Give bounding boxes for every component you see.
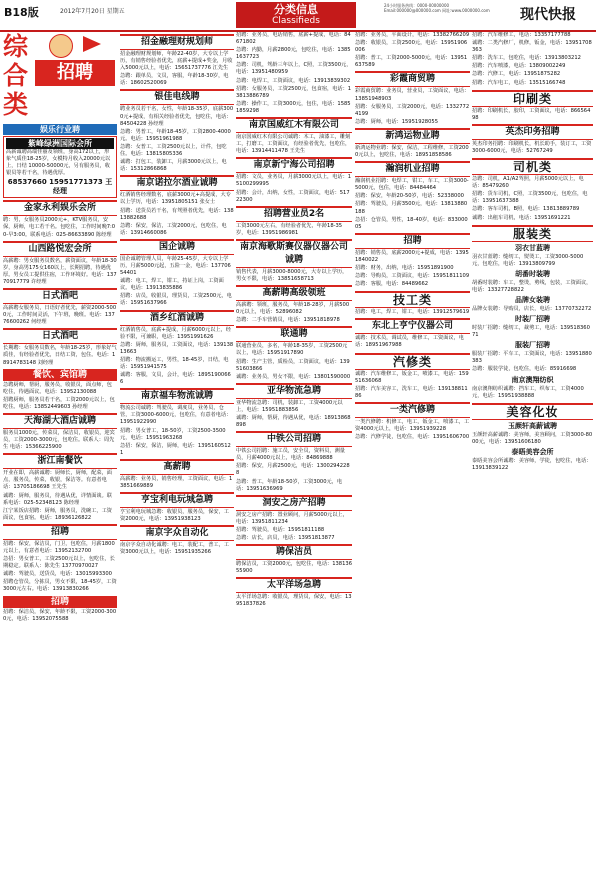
ad-text: 红酒销售员，底薪+提成，月薪6000元以上，经验不限，可兼职，电话：13951991626 (120, 326, 231, 340)
ad-text: 招聘：保洁员，保安，年龄不限，工资2000-3000元，电话：13952075588 (3, 608, 117, 622)
ad-text: 高薪聘：男女服务员数名，薪资面议，年龄18-30岁，身高男175女160以上，长期招聘，待遇优厚。男女员工提供住宿，工作环境好。电话：13770917779 许经理 (3, 257, 117, 285)
ad-business-name: 太平洋场急聘 (236, 577, 352, 593)
ad-text: 诚聘：客服，文员，会计，电话：18951900666 (120, 372, 231, 386)
ad-text: 诚聘：厨师，服务员，待遇从优，详情面谈。联系电话：025-52348123 陈经理 (3, 492, 112, 506)
ad-business-name: 南京字众自动化 (120, 525, 234, 541)
ad-text: 玉颜轩高薪诚聘：美容师，美容顾问，工资3000-8000元，电话：13951606180 (472, 431, 593, 445)
ad-text: 一类汽修聘：机修工，电工，钣金工，喷漆工，工资4000元以上，电话：13951939228 (355, 418, 470, 432)
ad-text: 联通营业员，多名，年龄18-35岁，工资2500元以上，电话：15951917890 (236, 343, 348, 357)
ad-text: 聘保洁员，工资2000元，包吃住，电话：13813655900 (236, 561, 352, 575)
ad-text: 急聘：厨师，电话：15951928055 (355, 118, 438, 125)
ad-text: 红酒销售经理数名，底薪3000元+高提成，大专以上学历，电话：13951805151 张女士 (120, 192, 231, 206)
ad-text: 胡番时装聘：车工，整烫，剪线，包装，工资面议，电话：13327728822 (472, 279, 592, 293)
ad-business-name: 南京福车物流诚聘 (120, 388, 234, 404)
ad-text: 羽衣甘蓝聘：缝纫工，熨烫工，工资3000-5000元，包吃住，电话：13913809799 (472, 253, 584, 267)
ad-business-name: 东北上亨宁仪器公司 (355, 318, 470, 334)
ad-text: 招聘：财务，出纳，电话：15951891900 (355, 264, 454, 271)
ad-text: 诚聘：出租车司机，电话：13951691221 (472, 214, 571, 221)
ad-text: 中铁公司招聘：施工员，安全员，资料员，测量员，月薪4000元以上，电话：84869888 (236, 448, 345, 462)
ad-text: 亨宝利电玩城急聘：收银员，服务员，保安，工资2000元，电话：13951938123 (120, 509, 229, 523)
section-banner (236, 2, 356, 28)
ad-text: 急聘：客服，电话：84489662 (355, 281, 429, 288)
category-banner-zonghe (3, 32, 117, 122)
ad-text: 品牌女装聘：导购员，店长，电话：13770732272 (472, 305, 592, 312)
ad-text: 急聘：男普工，年龄18-45岁，工资2800-4000元。电话：15951961988 (120, 128, 231, 142)
ad-business-name: 紫峰绿洲国际会所 (6, 138, 114, 149)
column-2 (120, 32, 234, 888)
ad-text: 招聘：店员，收银员，理货员，工资2500元，电话：15951637966 (120, 293, 232, 307)
ad-text: 急聘：汽修工，电话：13951875282 (472, 71, 561, 78)
ad-text: 高薪聘：领班，服务员，年龄18-28岁，月薪5000元以上，电话：52896082 (236, 302, 350, 316)
ad-business-name: 玉颜轩高薪诚聘 (508, 421, 557, 430)
column-3 (236, 32, 352, 888)
ad-text: 泰晤美容会所诚聘：美容师，学徒，包吃住，电话：13913839122 (472, 457, 592, 471)
ad-text: 高薪聘女服务员，日语好者优先，薪资2000-5000元，工作时间灵活，下午班，晚班。电话：13776600262 何经理 (3, 305, 117, 326)
ad-text: 急聘：司机，A1/A2驾照，月薪5000元以上，电话：85479260 (472, 176, 584, 190)
ad-text: 招聘：印刷机长，胶印，工资面议，电话：86656498 (472, 107, 591, 121)
ad-text: 招聘：驾驶员，月薪3500元，电话：13813880188 (355, 201, 468, 215)
ad-text: 招聘：销售员，底薪2000元+提成，电话：13951840022 (355, 249, 469, 263)
ad-text: 招聘：男女普工，18-50岁，工资2500-3500元，电话：15951963268 (120, 427, 226, 441)
ad-text: 招聘：业务员，平面设计，电话：13382766209 (355, 32, 470, 38)
ad-text: 招聘仓管员，分拣员，男女不限，18-45岁，工资3000元左右。电话：13913830266 (3, 579, 117, 593)
ad-text: 招聘：洗车工，包吃住，电话：13913803212 (472, 55, 581, 62)
category-title: 印刷类 (472, 90, 593, 107)
ad-text: 急聘：保安，保洁，工资2000元，包吃住，电话：13914660086 (120, 222, 227, 236)
ad-business-name: 联通聘 (236, 326, 352, 342)
ad-text: 高薪聘：业务员，销售经理，工资面议，电话：13851669889 (120, 475, 233, 490)
ad-business-name: 招聘 (355, 233, 470, 249)
ad-text: 招聘：女服务员，工资2500元，包食宿，电话：13813886789 (236, 85, 352, 99)
ad-text: 招聘：汽车维修工，电话：13357177788 (472, 32, 571, 38)
ad-text: 诚聘：驾驶员，送货员，电话：13015993300 (3, 571, 112, 578)
ad-business-name: 洞安之房产招聘 (236, 495, 352, 511)
ad-text: 太平洋场急聘：收银员，理货员，保安，电话：13951837826 (236, 594, 352, 608)
ad-business-name: 彩霞商贸聘 (355, 71, 470, 87)
ad-business-name: 亨宝利电玩城急聘 (120, 492, 234, 508)
page-number: B18版 (4, 6, 39, 19)
category-title: 餐饮、宾馆聘 (3, 369, 117, 381)
ad-business-name: 服装厂招聘 (515, 341, 550, 350)
ad-text: 服务员1000元，传菜员，保洁员，收银员，迎宾员，工资2000-3000元，包吃住。联系人：周先生 电话：15366225900 (3, 429, 115, 451)
ad-text: 聘业务员若干名，女性，年龄18-35岁，底薪3000元+提成，有相关经验者优先，包吃住，电话：84504228 孙经理 (120, 106, 234, 127)
ad-business-name: 英杰印务招聘 (472, 124, 593, 140)
category-title: 服装类 (472, 225, 593, 242)
ad-text: 急聘：操作工，工资3000元，包住，电话：15851859298 (236, 100, 351, 114)
ad-business-name: 南京诺拉尔酒业诚聘 (120, 175, 234, 191)
ad-business-name: 银佳电线聘 (120, 89, 234, 105)
ad-text: 洞安之房产招聘：置业顾问，月薪5000元以上，电话：13951811234 (236, 511, 348, 525)
recruit-banner: 招聘 (35, 60, 115, 86)
ad-text: 彩霞商贸聘：业务员，营业员，工资面议，电话：13851948903 (355, 88, 470, 102)
ad-text: 聘：男，女服务员2000元+，KTV服务员，安保，厨师，电工若干名。包吃住，工作时间晚7:00-早3:00。联系电话：025-86633890 陈经理 (3, 217, 116, 238)
ad-text: 招聘：汽车喷漆，电话：13809002249 (472, 63, 566, 70)
ad-text: 瀚润机业招聘：电焊工，钳工，车工，工资3000-5000元，包住，电话：84484464 (355, 178, 469, 192)
ad-business-name: 酒乡红酒诚聘 (120, 310, 234, 326)
ad-text: 亚华物流急聘：司机，装卸工，工资4000元以上，电话：15951883856 (236, 399, 343, 413)
ad-text: 诚聘：二类汽修厂，机修，钣金，电话：13951708363 (472, 40, 592, 54)
mascot-icon (49, 34, 73, 58)
ad-text: 诚聘：厨师，帮厨，待遇从优，电话：18913868898 (236, 415, 351, 429)
ad-business-name: 南京国威红木有限公司 (236, 117, 352, 133)
category-title: 招聘 (3, 596, 117, 608)
ad-business-name: 泰晤美容会所 (511, 447, 554, 456)
ad-business-name: 亚华物流急聘 (236, 383, 352, 399)
ad-text: 物流公司诚聘：驾驶员，调度员，业务员，仓管，工资3000-6000元，包吃住，有意者电话：13951922990 (120, 405, 232, 426)
ad-business-name: 金家永利娱乐会所 (3, 200, 117, 216)
featured-ad (3, 136, 117, 198)
ad-text: 招聘：保安，年龄20-50岁，电话：52338000 (355, 193, 464, 200)
ad-text: 招金融理财规划师，年龄22-40岁，大专以上学历，有销售经验者优先，底薪+提成+奖金，月收入5000元以上，电话：15651737776 江先生 (120, 51, 233, 72)
ad-text: 南京国威红木有限公司诚聘：木工，油漆工，雕刻工，打磨工，工资面议，有经验者优先，包吃住，电话：13914411478 王先生 (236, 134, 351, 155)
ad-text: 招聘：驾驶员，电话：15951811188 (236, 526, 325, 533)
ad-text: 急招：男女普工，工资2500元以上，包吃住，长期稳定。联系人：陈先生 13770970027 (3, 556, 115, 570)
ad-text: 招聘：文员，业务员，月薪3000元以上，电话：15100299995 (236, 174, 352, 188)
ad-business-name: 国企诚聘 (120, 239, 234, 255)
ad-business-name: 日式酒吧 (3, 328, 117, 344)
subcategory-title: 娱乐行业聘 (3, 124, 117, 135)
column-5 (472, 32, 593, 888)
ad-text: 招聘：保安，月薪2500元，电话：13002942288 (236, 463, 350, 477)
ad-text: 急聘：跟单员，文员，客服，年龄18-30岁，电话：18602520069 (120, 73, 229, 87)
ad-text: 招聘：保安，保洁员，门卫，包吃住，月薪1800元以上，有意者电话：13952132700 (3, 540, 115, 554)
page-header (0, 0, 596, 32)
ad-business-name: 浙江南餐饮 (3, 453, 117, 469)
ad-business-name: 日式酒吧 (3, 288, 117, 304)
ad-text: 招聘：生产主管，质检员，工资面议，电话：13951603866 (236, 358, 350, 372)
ad-text: 招聘：会计，出纳，女性，工资面议，电话：51722300 (236, 189, 350, 203)
ad-business-name: 时装厂招聘 (515, 315, 550, 324)
ad-text: 国企诚聘管理人员，年龄25-45岁，大专以上学历，月薪5000元起，五险一金，电话：13770654401 (120, 255, 231, 277)
ad-text: 急聘：司机，驾龄三年以上，C照，工资3500元，电话：13951480959 (236, 62, 352, 76)
ad-business-name: 品牌女装聘 (515, 295, 550, 304)
ad-text: 长期聘：女服务员数名，年龄18-25岁，形象好气质佳，有经验者优先，日结工资，包住。电话：18914783148 刘经理 (3, 345, 117, 366)
ad-text: 新鸿运物业聘：保安，保洁，工程维修，工资2000元以上，包吃住，电话：18951858586 (355, 144, 469, 159)
ad-business-name: 瀚润机业招聘 (355, 161, 470, 177)
hotline-info: 24小时服务热线：0000-00000000 Email:000000@000000.com 网址:www.0000000.com (384, 3, 490, 13)
ad-text: 招聘：送货员若干名，有驾照者优先，电话：13813882688 (120, 207, 234, 221)
ad-text: 招聘：汽车美容工，洗车工，电话：13913881186 (355, 385, 468, 399)
ad-text: 急招：仓管员，男性，18-40岁，电话：83300005 (355, 216, 468, 230)
ad-text: 诚聘：电工，焊工，钳工，持证上岗，工资面议。电话：13913835886 (120, 278, 224, 292)
ad-phone: 68537660 15951771373 王经理 (7, 178, 113, 196)
ad-text: 招聘：物流搬运工，男性，18-45岁，日结，电话：15951941575 (120, 356, 229, 370)
ad-text: 诚聘：汽车维修工，钣金工，喷漆工，电话：15951636068 (355, 370, 469, 384)
ad-text: 急聘：店长，店员，电话：13951813877 (236, 535, 335, 542)
ad-text: 诚聘：业务员，男女不限，电话：13801590000 (236, 373, 351, 380)
column-4 (355, 32, 470, 888)
category-title: 美容化妆 (472, 403, 593, 420)
ad-text: 急聘：汽修学徒，包吃住，电话：13951606700 (355, 434, 470, 441)
ad-text: 招聘：女服务员，工资2000元，电话：13327724199 (355, 103, 470, 117)
ad-business-name: 高薪聘 (120, 459, 234, 475)
ad-text: 南京澳翔纺织诚聘：挡车工，织布工，工资4000元，电话：15951938888 (472, 385, 584, 399)
category-title: 技工类 (355, 291, 470, 308)
ad-text: 急聘：女普工，工资2500元以上，计件，包吃住。电话：13815805336 (120, 143, 227, 158)
ad-business-name: 南京澳翔纺织 (511, 375, 554, 384)
ad-business-name: 招聘营业员2名 (236, 206, 352, 222)
ad-business-name: 南京新宁海公司招聘 (236, 157, 352, 173)
ad-text: 南京字众自动化诚聘：电工，装配工，普工，工资3000元以上，电话：15951935266 (120, 542, 229, 556)
ad-text: 急聘：收银员，工资2500元，电话：15951906006 (355, 40, 468, 54)
ad-text: 招聘：业务员，电话销售，底薪+提成，电话：84671802 (236, 32, 351, 46)
ad-text: 急聘：厨师，服务员，工资面议，电话：13913813663 (120, 341, 234, 355)
section-title-cn: 分类信息 (274, 3, 318, 16)
issue-date: 2012年7月20日 星期五 (60, 8, 125, 15)
ad-text: 急聘：二手车营销员，电话：13951818978 (236, 317, 340, 324)
ad-text: 招聘：普工，工资2000-5000元，电话：13951637589 (355, 55, 468, 69)
ad-business-name: 招金融理财规划师 (120, 34, 234, 50)
ad-text: 开业在即，高薪诚聘：厨师长，厨师，配菜，面点，服务员，传菜，收银，保洁等。有意者电话：13705186698 王先生 (3, 470, 112, 491)
ad-text: 急招：保安，保洁，厨师，电话：13951605121 (120, 442, 231, 456)
ad-business-name: 南京海歌斯赛仪器仪器公司诚聘 (236, 239, 352, 268)
ad-text: 工资3000元左右，有经验者优先，年龄18-35岁，电话：13951986981 (236, 222, 343, 236)
ad-text: 诚聘：打包工，装卸工，月薪3000元以上，电话：15312866868 (120, 159, 227, 173)
ad-text: 急聘：服装学徒，包吃住，电话：85916698 (472, 366, 577, 373)
ad-text: 招聘：汽车电工，电话：13515166748 (472, 79, 566, 86)
megaphone-icon (83, 36, 101, 52)
category-title: 汽修类 (355, 353, 470, 370)
ad-text: 高薪诚聘高端佳丽及领班，身高172以上，形象气质佳18-25岁，女模特月收入20000元以上，日结 10000-50000元，另有服务员，收银员等若干名，待遇优厚。 (6, 149, 111, 177)
ad-text: 急聘：内勤，月薪2800元，包吃住，电话：13851637723 (236, 47, 351, 61)
ad-text: 诚聘：技术员，调试员，维修工，工资面议，电话：18951967988 (355, 335, 464, 349)
ad-text: 急聘：客车司机，B照，电话：13813889789 (472, 206, 580, 213)
ad-text: 服装厂招聘：平车工，工资面议，电话：13951880383 (472, 351, 592, 365)
ad-business-name: 一类汽修聘 (355, 402, 470, 418)
ad-text: 急聘：电焊工，工资面议，电话：13913839302 (236, 77, 351, 84)
ad-text: 招聘：电工，焊工，钳工，电话：13912579619 (355, 309, 470, 316)
category-title: 综合类 (3, 32, 29, 119)
ad-text: 急聘厨师，帮厨，服务员，收银员，面点师，包吃住，待遇面议。电话：13952130088 (3, 381, 112, 395)
ad-text: 急聘：导购员，工资面议，电话：15951811109 (355, 273, 470, 280)
ad-text: 招聘厨师，服务员若干名，工资2000元以上，包吃住。电话：13852449603 孙经理 (3, 396, 115, 410)
ad-text: 急聘：普工，年龄18-50岁，工资3000元，电话：13951636969 (236, 478, 343, 492)
ad-text: 时装厂招聘：缝纫工，裁剪工，电话：13951836071 (472, 325, 590, 339)
ad-business-name: 山西路悦宏会所 (3, 241, 117, 257)
ad-text: 江宁某饭店招聘：厨师，服务员，洗碗工，工资面议，包食宿。电话：18936126822 (3, 507, 112, 521)
ad-business-name: 胡番时装聘 (515, 269, 550, 278)
ad-business-name: 中铁公司招聘 (236, 431, 352, 447)
ad-business-name: 聘保洁员 (236, 544, 352, 560)
ad-business-name: 高薪聘高级领班 (236, 285, 352, 301)
column-1 (3, 32, 117, 888)
ad-text: 英杰印务招聘：印刷机长，机长助手，装订工，工资3000-6000元，电话：52767249 (472, 140, 592, 154)
section-title-en: Classifieds (272, 16, 320, 26)
ad-business-name: 新鸿运物业聘 (355, 128, 470, 144)
ad-text: 销售代表，月薪3000-8000元，大专以上学历，男女不限，电话：13851658713 (236, 268, 348, 282)
ad-business-name: 羽衣甘蓝聘 (515, 243, 550, 252)
ad-business-name: 天海湖大酒店诚聘 (3, 413, 117, 429)
newspaper-logo: 现代快报 (520, 7, 576, 23)
category-title: 司机类 (472, 158, 593, 175)
ad-business-name: 招聘 (3, 524, 117, 540)
ad-text: 招聘：货车司机，C照，工资3500元，包吃住，电话：13951637388 (472, 191, 588, 205)
